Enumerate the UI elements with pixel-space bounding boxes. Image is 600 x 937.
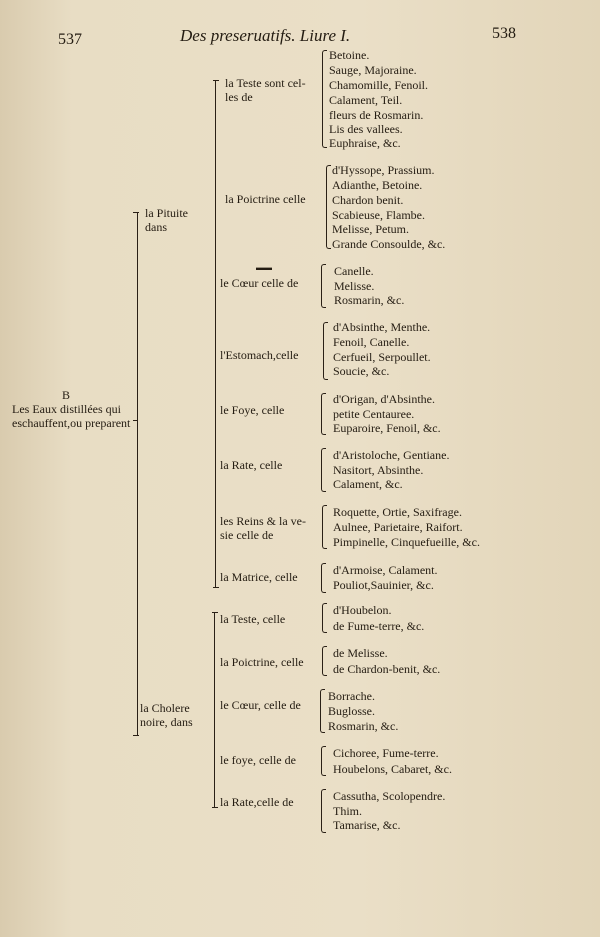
entry-foye-brace — [321, 393, 326, 435]
group2-label-line2: noire, dans — [140, 715, 193, 729]
item: Adianthe, Betoine. — [332, 178, 423, 192]
root-brace-top — [133, 212, 139, 213]
item: Rosmarin, &c. — [334, 293, 405, 307]
item: Chardon benit. — [332, 193, 404, 207]
entry-estomach-brace — [323, 322, 328, 380]
item: d'Houbelon. — [333, 603, 392, 617]
item: Aulnee, Parietaire, Raifort. — [333, 520, 463, 534]
root-label-line2: eschauffent,ou preparent — [12, 416, 131, 430]
item: Thim. — [333, 804, 362, 818]
item: de Fume-terre, &c. — [333, 619, 425, 633]
entry2-rate-brace — [321, 789, 326, 833]
item: petite Centauree. — [333, 407, 415, 421]
section-marker: B — [62, 388, 71, 402]
item: Fenoil, Canelle. — [333, 335, 410, 349]
entry2-foye-brace — [321, 746, 326, 776]
item: d'Origan, d'Absinthe. — [333, 392, 435, 406]
item: d'Absinthe, Menthe. — [333, 320, 431, 334]
entry-reins-line2: sie celle de — [220, 528, 274, 542]
item: Sauge, Majoraine. — [329, 63, 417, 77]
entry-teste-brace — [322, 50, 327, 148]
group2-brace-top — [212, 612, 218, 613]
running-title: Des preseruatifs. Liure I. — [180, 26, 351, 45]
entry-teste-line2: les de — [225, 90, 253, 104]
group2-brace — [214, 612, 215, 808]
entry-teste-line1: la Teste sont cel- — [225, 76, 306, 90]
root-brace — [137, 212, 138, 736]
item: Houbelons, Cabaret, &c. — [333, 762, 452, 776]
item: Betoine. — [329, 48, 370, 62]
page-number-left: 537 — [58, 31, 82, 48]
group1-brace-bottom — [213, 587, 219, 588]
item: Nasitort, Absinthe. — [333, 463, 424, 477]
item: Euparoire, Fenoil, &c. — [333, 421, 441, 435]
entry-coeur-line1: le Cœur celle de — [220, 276, 299, 290]
entry2-poictrine-line1: la Poictrine, celle — [220, 655, 304, 669]
entry-coeur-brace — [321, 264, 326, 308]
root-label-line1: Les Eaux distillées qui — [12, 402, 121, 416]
item: Borrache. — [328, 689, 375, 703]
item: de Chardon-benit, &c. — [333, 662, 441, 676]
entry-matrice-brace — [321, 563, 326, 593]
entry2-coeur-line1: le Cœur, celle de — [220, 698, 301, 712]
group2-brace-bottom — [212, 807, 218, 808]
entry2-coeur-brace — [320, 689, 325, 733]
item: Soucie, &c. — [333, 364, 390, 378]
item: Calament, &c. — [333, 477, 403, 491]
item: Cichoree, Fume-terre. — [333, 746, 439, 760]
entry2-rate-line1: la Rate,celle de — [220, 795, 294, 809]
item: Melisse. — [334, 279, 375, 293]
entry2-teste-brace — [322, 603, 327, 633]
item: fleurs de Rosmarin. — [329, 108, 424, 122]
group1-label-line1: la Pituite — [145, 206, 188, 220]
entry-reins-brace — [322, 505, 327, 549]
group2-label-line1: la Cholere — [140, 701, 190, 715]
item: Rosmarin, &c. — [328, 719, 399, 733]
item: Pimpinelle, Cinquefueille, &c. — [333, 535, 480, 549]
item: Roquette, Ortie, Saxifrage. — [333, 505, 462, 519]
entry2-teste-line1: la Teste, celle — [220, 612, 286, 626]
item: Chamomille, Fenoil. — [329, 78, 428, 92]
item: Grande Consoulde, &c. — [332, 237, 446, 251]
ink-smudge-icon: ▬▬ — [256, 263, 272, 272]
item: Canelle. — [334, 264, 374, 278]
root-brace-tip — [133, 420, 138, 421]
item: Pouliot,Sauinier, &c. — [333, 578, 434, 592]
page-number-right: 538 — [492, 25, 516, 42]
root-brace-bottom — [133, 735, 139, 736]
entry-estomach-line1: l'Estomach,celle — [220, 348, 299, 362]
item: Euphraise, &c. — [329, 136, 401, 150]
entry-rate-brace — [321, 448, 326, 492]
item: Buglosse. — [328, 704, 376, 718]
entry2-foye-line1: le foye, celle de — [220, 753, 296, 767]
group1-label-line2: dans — [145, 220, 167, 234]
item: de Melisse. — [333, 646, 388, 660]
item: Melisse, Petum. — [332, 222, 409, 236]
item: d'Armoise, Calament. — [333, 563, 438, 577]
item: Tamarise, &c. — [333, 818, 401, 832]
item: Cerfueil, Serpoullet. — [333, 350, 431, 364]
item: Cassutha, Scolopendre. — [333, 789, 446, 803]
entry-matrice-line1: la Matrice, celle — [220, 570, 298, 584]
item: Calament, Teil. — [329, 93, 403, 107]
entry-poictrine-line1: la Poictrine celle — [225, 192, 306, 206]
item: Lis des vallees. — [329, 122, 403, 136]
entry-foye-line1: le Foye, celle — [220, 403, 285, 417]
item: d'Aristoloche, Gentiane. — [333, 448, 450, 462]
entry-rate-line1: la Rate, celle — [220, 458, 283, 472]
group1-brace-top — [213, 80, 219, 81]
item: d'Hyssope, Prassium. — [332, 163, 435, 177]
entry2-poictrine-brace — [322, 646, 327, 676]
group1-brace — [215, 80, 216, 588]
entry-poictrine-brace — [326, 165, 331, 249]
entry-reins-line1: les Reins & la ve- — [220, 514, 306, 528]
item: Scabieuse, Flambe. — [332, 208, 425, 222]
